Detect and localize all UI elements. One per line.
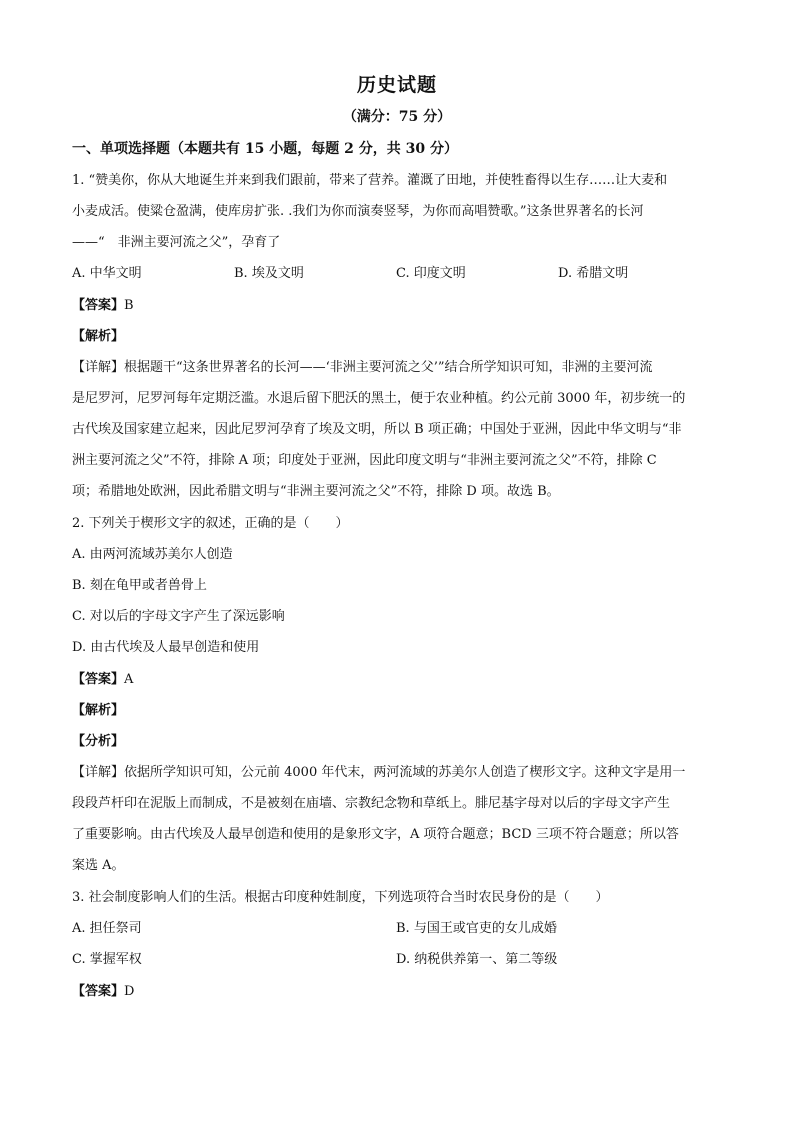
q1-stem-line-2: 小麦成活。使粱仓盈满，使库房扩张. .我们为你而演奏竖琴，为你而高唱赞歌。”这条世界著名的长河 [72, 204, 644, 219]
q3-stem: 3. 社会制度影响人们的生活。根据古印度种姓制度，下列选项符合当时农民身份的是（ ） [72, 890, 609, 905]
q2-detail-line-2: 段段芦杆印在泥版上而制成，不是被刻在庙墙、宗教纪念物和草纸上。腓尼基字母对以后的字母文字产生 [72, 796, 671, 811]
q3-answer [72, 982, 134, 1002]
q2-stem: 2. 下列关于楔形文字的叙述，正确的是（ ） [72, 516, 349, 531]
q1-detail-line-4: 洲主要河流之父”不符，排除 A 项；印度处于亚洲，因此印度文明与“非洲主要河流之父”不符，排除 C [72, 453, 657, 468]
q2-answer [72, 670, 133, 690]
q1-stem-line-1: 1. “赞美你，你从大地诞生并来到我们跟前，带来了营养。灌溉了田地，并使牲畜得以生存……让大麦和 [72, 173, 668, 188]
q1-analysis-label: 【解析】 [72, 329, 125, 344]
answer-label: 【答案】 [72, 672, 125, 687]
q3-option-d: D. 纳税供养第一、第二等级 [396, 952, 558, 967]
q1-option-b: B. 埃及文明 [234, 266, 304, 281]
q3-option-a: A. 担任祭司 [72, 921, 142, 936]
q2-option-c: C. 对以后的字母文字产生了深远影响 [72, 609, 285, 624]
answer-label: 【答案】 [72, 984, 125, 999]
q1-answer [72, 296, 134, 316]
q3-option-b: B. 与国王或官吏的女儿成婚 [396, 921, 557, 936]
q2-fenxi-label: 【分析】 [72, 734, 125, 749]
q2-detail-line-3: 了重要影响。由古代埃及人最早创造和使用的是象形文字，A 项符合题意；BCD 三项不符合题意；所以答 [72, 827, 679, 842]
q3-option-c: C. 掌握军权 [72, 952, 142, 967]
section-heading: 一、单项选择题（本题共有 15 小题，每题 2 分，共 30 分） [72, 141, 458, 157]
q2-option-a: A. 由两河流域苏美尔人创造 [72, 547, 233, 562]
q2-detail-line-1: 【详解】依据所学知识可知，公元前 4000 年代末，两河流域的苏美尔人创造了楔形文字。这种文字是用一 [72, 765, 686, 780]
answer-value: A [124, 672, 134, 687]
answer-value: D [124, 984, 135, 999]
q2-option-d: D. 由古代埃及人最早创造和使用 [72, 640, 260, 655]
q1-option-a: A. 中华文明 [72, 266, 142, 281]
page-subtitle: （满分：75 分） [342, 109, 452, 125]
q1-detail-line-2: 是尼罗河，尼罗河每年定期泛滥。水退后留下肥沃的黑土，便于农业种植。约公元前 3000 年，初步统一的 [72, 391, 686, 406]
q1-stem-line-3: ——“ 非洲主要河流之父”，孕育了 [72, 235, 281, 250]
q1-detail-line-5: 项；希腊地处欧洲，因此希腊文明与“非洲主要河流之父”不符，排除 D 项。故选 B。 [72, 484, 560, 499]
q2-detail-line-4: 案选 A。 [72, 858, 125, 873]
answer-label: 【答案】 [72, 298, 125, 313]
q1-option-d: D. 希腊文明 [558, 266, 629, 281]
q1-detail-line-1: 【详解】根据题干“这条世界著名的长河——‘非洲主要河流之父’”结合所学知识可知，非洲的主要河流 [72, 360, 653, 375]
q2-analysis-label: 【解析】 [72, 703, 125, 718]
page-title: 历史试题 [356, 74, 437, 96]
q2-option-b: B. 刻在龟甲或者兽骨上 [72, 578, 207, 593]
answer-value: B [124, 298, 134, 313]
q1-option-c: C. 印度文明 [396, 266, 466, 281]
q1-detail-line-3: 古代埃及国家建立起来，因此尼罗河孕育了埃及文明，所以 B 项正确；中国处于亚洲，因此中华文明与“非 [72, 422, 682, 437]
